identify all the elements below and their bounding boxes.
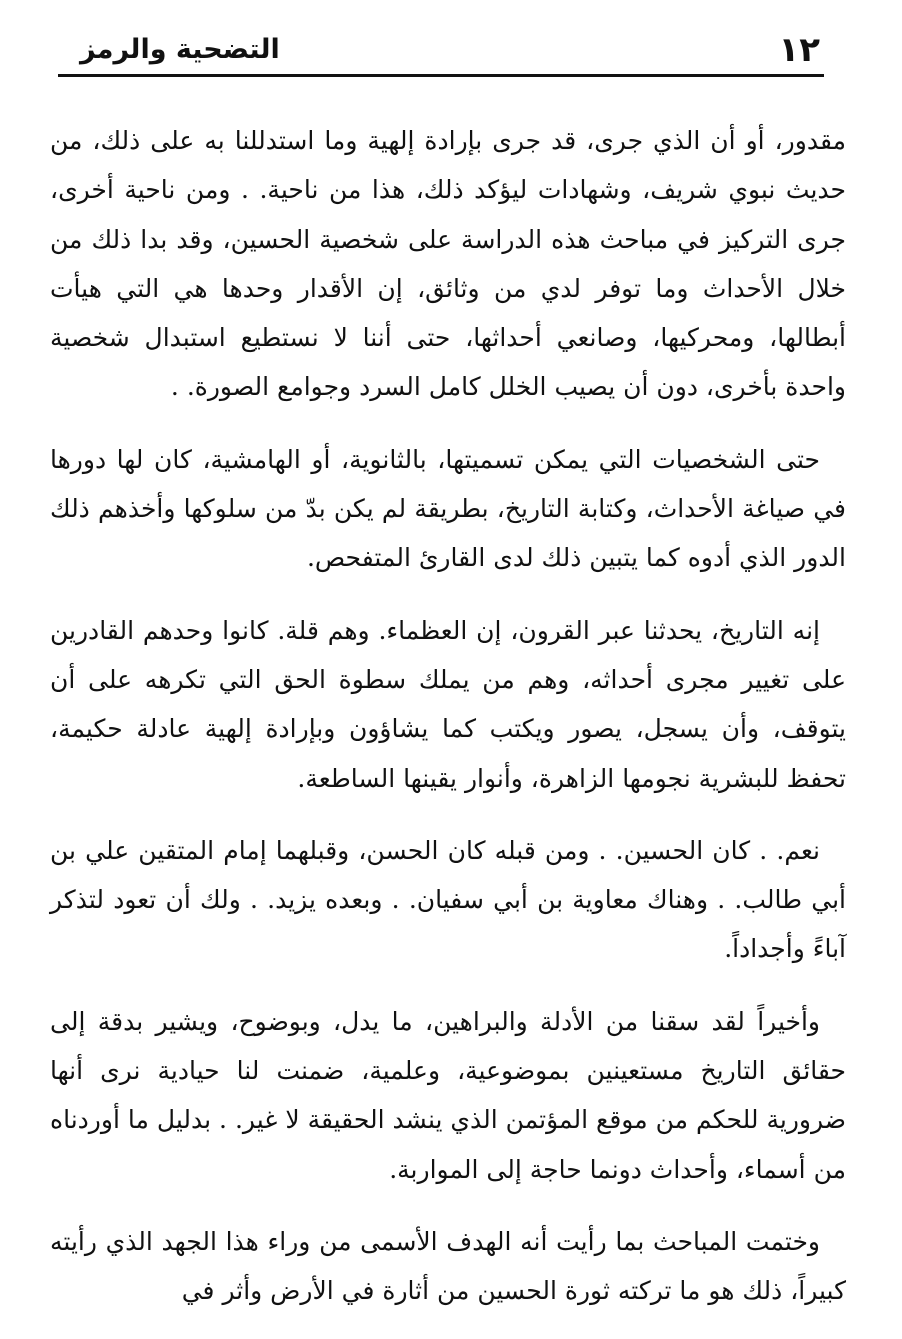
page-number: ١٢ xyxy=(778,30,820,70)
paragraph-5: وأخيراً لقد سقنا من الأدلة والبراهين، ما يدل، وبوضوح، ويشير بدقة إلى حقائق التاريخ مستعينين بموضوعية، وعلمية، ضمنت لنا حيادية نرى أنها ضرورية للحكم من موقع المؤتمن الذي ينشد الحقيقة لا غير. . بدليل ما أوردناه من أسماء، وأحداث دونما حاجة إلى المواربة. xyxy=(50,1006,846,1184)
page-header xyxy=(58,28,824,78)
paragraph-2: حتى الشخصيات التي يمكن تسميتها، بالثانوية، أو الهامشية، كان لها دورها في صياغة الأحداث، وكتابة التاريخ، بطريقة لم يكن بدّ من سلوكها وأخذهم ذلك الدور الذي أدوه كما يتبين ذلك لدى القارئ المتفحص. xyxy=(50,444,846,573)
paragraph-1: مقدور، أو أن الذي جرى، قد جرى بإرادة إلهية وما استدللنا به على ذلك، من حديث نبوي شريف، وشهادات ليؤكد ذلك، هذا من ناحية. . ومن ناحية أخرى، جرى التركيز في مباحث هذه الدراسة على شخصية الحسين، وقد بدا ذلك من خلال الأحداث وما توفر لدي من وثائق، إن الأقدار وحدها هي التي هيأت أبطالها، ومحركيها، وصانعي أحداثها، حتى أننا لا نستطيع استبدال شخصية واحدة بأخرى، دون أن يصيب الخلل كامل السرد وجوامع الصورة. . xyxy=(50,126,846,402)
running-title: التضحية والرمز xyxy=(80,34,280,65)
paragraph-4: نعم. . كان الحسين. . ومن قبله كان الحسن، وقبلهما إمام المتقين علي بن أبي طالب. . وهناك معاوية بن أبي سفيان. . وبعده يزيد. . ولك أن تعود لتذكر آباءً وأجداداً. xyxy=(50,835,846,964)
header-rule xyxy=(58,74,824,77)
body-text xyxy=(50,116,846,1339)
paragraph-6: وختمت المباحث بما رأيت أنه الهدف الأسمى من وراء هذا الجهد الذي رأيته كبيراً، ذلك هو ما تركته ثورة الحسين من أثارة في الأرض وأثر في xyxy=(50,1226,846,1306)
paragraph-3: إنه التاريخ، يحدثنا عبر القرون، إن العظماء. وهم قلة. كانوا وحدهم القادرين على تغيير مجرى أحداثه، وهم من يملك سطوة الحق التي تكرهه على أن يتوقف، وأن يسجل، يصور ويكتب كما يشاؤون وبإرادة إلهية عادلة حكيمة، تحفظ للبشرية نجومها الزاهرة، وأنوار يقينها الساطعة. xyxy=(50,615,846,793)
